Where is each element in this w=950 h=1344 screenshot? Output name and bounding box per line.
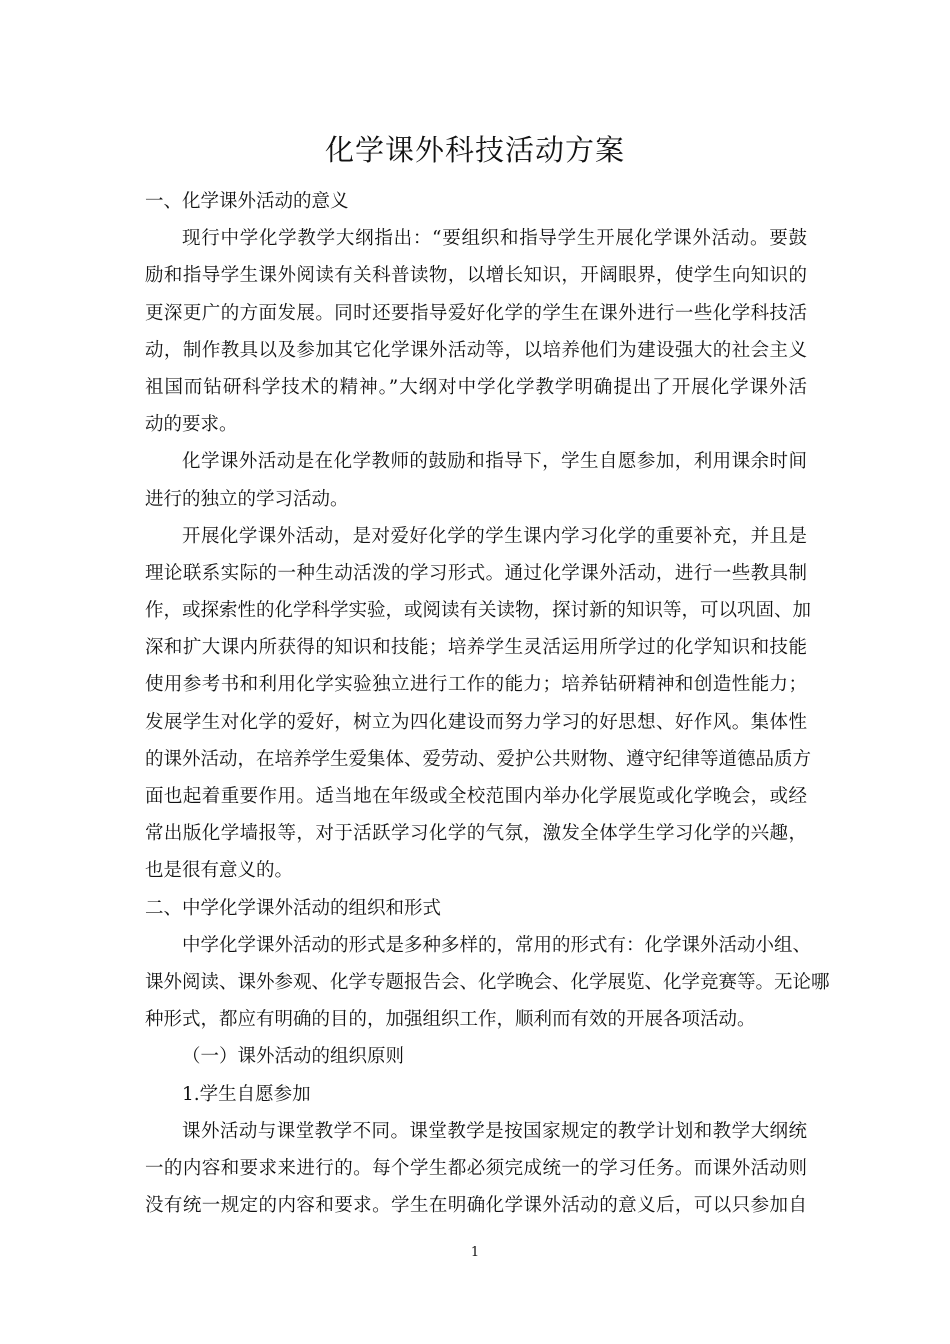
paragraph-line: 作，或探索性的化学科学实验，或阅读有关读物，探讨新的知识等，可以巩固、加 (145, 600, 812, 622)
paragraph-line: 面也起着重要作用。适当地在年级或全校范围内举办化学展览或化学晚会，或经 (145, 786, 807, 807)
paragraph-line: 开展化学课外活动，是对爱好化学的学生课内学习化学的重要补充，并且是 (182, 525, 807, 547)
paragraph-line: 深和扩大课内所获得的知识和技能；培养学生灵活运用所学过的化学知识和技能 (145, 637, 807, 659)
paragraph-line: 进行的独立的学习活动。 (145, 488, 349, 510)
paragraph-line: 使用参考书和利用化学实验独立进行工作的能力；培养钻研精神和创造性能力； (145, 674, 807, 696)
section-heading-2: 二、中学化学课外活动的组织和形式 (145, 897, 442, 919)
paragraph-line: 理论联系实际的一种生动活泼的学习形式。通过化学课外活动，进行一些教具制 (145, 562, 807, 584)
paragraph-line: 发展学生对化学的爱好，树立为四化建设而努力学习的好思想、好作风。集体性 (145, 711, 807, 733)
paragraph-line: 现行中学化学教学大纲指出：“要组织和指导学生开展化学课外活动。要鼓 (182, 228, 807, 250)
paragraph-line: 种形式，都应有明确的目的，加强组织工作，顺利而有效的开展各项活动。 (145, 1009, 756, 1031)
document-title: 化学课外科技活动方案 (324, 133, 625, 167)
section-heading-1: 一、化学课外活动的意义 (145, 191, 349, 212)
numbered-heading: 1.学生自愿参加 (182, 1083, 311, 1105)
paragraph-line: 励和指导学生课外阅读有关科普读物，以增长知识，开阔眼界，使学生向知识的 (145, 265, 807, 287)
paragraph-line: 动，制作教具以及参加其它化学课外活动等，以培养他们为建设强大的社会主义 (145, 339, 807, 361)
paragraph-line: 一的内容和要求来进行的。每个学生都必须完成统一的学习任务。而课外活动则 (145, 1157, 807, 1179)
paragraph-line: 中学化学课外活动的形式是多种多样的，常用的形式有：化学课外活动小组、 (182, 934, 812, 956)
paragraph-line: 也是很有意义的。 (145, 860, 294, 882)
paragraph-line: 更深更广的方面发展。同时还要指导爱好化学的学生在课外进行一些化学科技活 (145, 302, 807, 324)
paragraph-line: 没有统一规定的内容和要求。学生在明确化学课外活动的意义后，可以只参加自 (145, 1195, 807, 1217)
subsection-heading: （一）课外活动的组织原则 (182, 1046, 405, 1068)
paragraph-line: 动的要求。 (145, 414, 238, 436)
paragraph-line: 课外活动与课堂教学不同。课堂教学是按国家规定的教学计划和教学大纲统 (182, 1120, 807, 1142)
paragraph-line: 祖国而钻研科学技术的精神。”大纲对中学化学教学明确提出了开展化学课外活 (145, 376, 807, 398)
paragraph-line: 课外阅读、课外参观、化学专题报告会、化学晚会、化学展览、化学竞赛等。无论哪 (145, 971, 830, 993)
document-body (145, 183, 830, 1224)
paragraph-line: 常出版化学墙报等，对于活跃学习化学的气氛，激发全体学生学习化学的兴趣， (145, 823, 807, 845)
paragraph-line: 的课外活动，在培养学生爱集体、爱劳动、爱护公共财物、遵守纪律等道德品质方 (145, 748, 812, 770)
paragraph-line: 化学课外活动是在化学教师的鼓励和指导下，学生自愿参加，利用课余时间 (182, 451, 807, 473)
page-number: 1 (470, 1245, 480, 1260)
